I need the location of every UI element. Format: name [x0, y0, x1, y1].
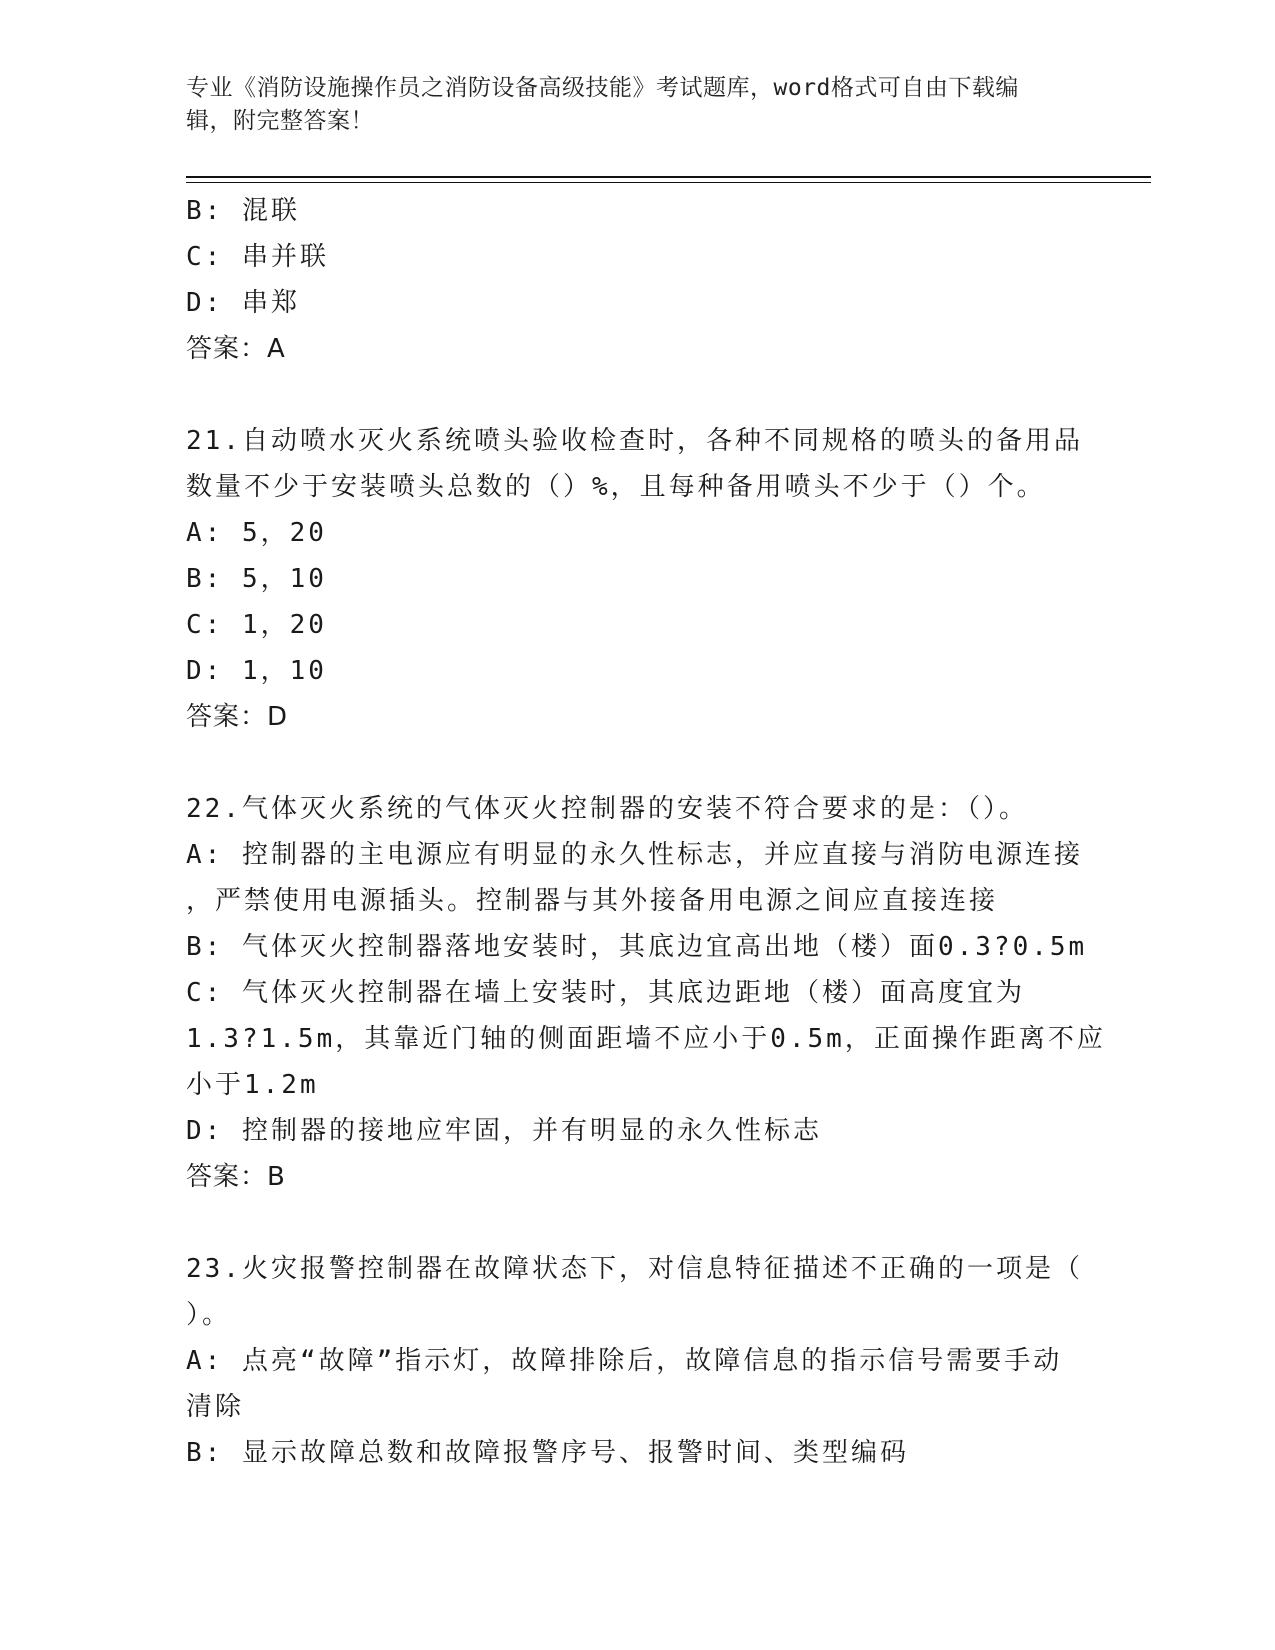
option-b: B: 气体灭火控制器落地安装时，其底边宜高出地（楼）面0.3?0.5m — [186, 932, 1088, 962]
question-stem: 22.气体灭火系统的气体灭火控制器的安装不符合要求的是：（）。 — [186, 794, 1028, 824]
option-d: D: 1，10 — [186, 656, 327, 686]
option-a: A: 点亮“故障”指示灯，故障排除后，故障信息的指示信号需要手动 — [186, 1346, 1063, 1376]
option-a-continued: 清除 — [186, 1392, 245, 1422]
header-divider-thick — [186, 176, 1151, 178]
answer-line: 答案：A — [186, 334, 286, 364]
question-20-tail — [186, 188, 1066, 372]
header-line-2: 辑，附完整答案！ — [186, 108, 374, 134]
option-c-continued: 小于1.2m — [186, 1070, 319, 1100]
answer-line: 答案：B — [186, 1162, 286, 1192]
option-b: B: 显示故障总数和故障报警序号、报警时间、类型编码 — [186, 1438, 909, 1468]
option-b: B: 混联 — [186, 196, 300, 226]
option-a: A: 5，20 — [186, 518, 327, 548]
question-22 — [186, 786, 1106, 1200]
question-23 — [186, 1246, 1083, 1476]
question-stem: ）。 — [186, 1300, 232, 1330]
option-c: C: 1，20 — [186, 610, 327, 640]
page-header — [186, 72, 1066, 138]
spacer — [186, 1200, 1066, 1246]
option-d: D: 控制器的接地应牢固，并有明显的永久性标志 — [186, 1116, 822, 1146]
spacer — [186, 372, 1066, 418]
header-line-1: 专业《消防设施操作员之消防设备高级技能》考试题库，word格式可自由下载编 — [186, 75, 1019, 101]
option-d: D: 串郑 — [186, 288, 300, 318]
answer-line: 答案：D — [186, 702, 289, 732]
header-divider-thin — [186, 182, 1151, 183]
spacer — [186, 740, 1066, 786]
option-a: A: 控制器的主电源应有明显的永久性标志，并应直接与消防电源连接 — [186, 840, 1083, 870]
question-stem: 23.火灾报警控制器在故障状态下，对信息特征描述不正确的一项是（ — [186, 1254, 1083, 1284]
question-stem: 数量不少于安装喷头总数的（）%，且每种备用喷头不少于（）个。 — [186, 472, 1046, 502]
question-stem: 21.自动喷水灭火系统喷头验收检查时，各种不同规格的喷头的备用品 — [186, 426, 1083, 456]
option-b: B: 5，10 — [186, 564, 327, 594]
option-c-continued: 1.3?1.5m，其靠近门轴的侧面距墙不应小于0.5m，正面操作距离不应 — [186, 1024, 1106, 1054]
option-c: C: 串并联 — [186, 242, 329, 272]
option-c: C: 气体灭火控制器在墙上安装时，其底边距地（楼）面高度宜为 — [186, 978, 1025, 1008]
document-body — [186, 188, 1106, 1476]
option-a-continued: ，严禁使用电源插头。控制器与其外接备用电源之间应直接连接 — [186, 886, 999, 916]
question-21 — [186, 418, 1083, 740]
